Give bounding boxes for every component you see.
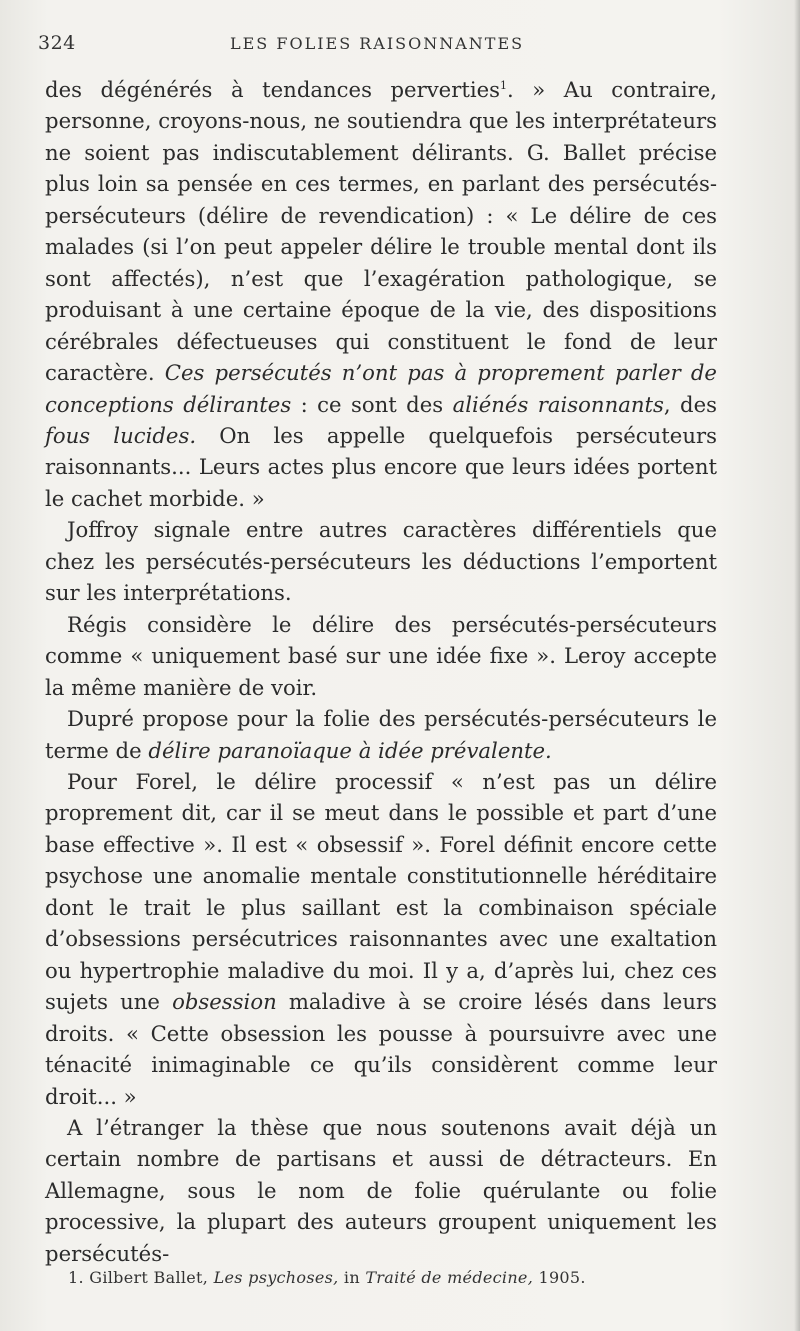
text-run: , des — [663, 391, 717, 417]
paragraph-6: A l’étranger la thèse que nous soutenons avait déjà un certain nombre de partisans et aussi de détracteurs. En Allemagne, sous le nom de folie quérulante ou folie processive, la plupart des auteurs groupent uniquement les persécutés- — [45, 1114, 717, 1266]
italic-run: Les psychoses, — [213, 1268, 339, 1287]
text-run: On les appelle quelquefois persécuteurs raisonnants... Leurs actes plus encore que leurs idées portent le cachet morbide. » — [45, 422, 717, 511]
text-run: 1905. — [533, 1268, 586, 1287]
italic-run: Traité de médecine, — [365, 1268, 534, 1287]
paragraph-1 — [45, 74, 717, 514]
italic-run: obsession — [172, 989, 277, 1015]
text-run: des dégénérés à tendances perverties — [45, 77, 501, 102]
text-run: Pour Forel, le délire processif « n’est pas un délire proprement dit, car il se meut dans le possible et part d’une base effective ». Il est « obsessif ». Forel définit encore cette psychose une anomalie mentale constitutionnelle héréditaire dont le trait le plus saillant est la combinaison spéciale d’obsessions persécutrices raisonnantes avec une exaltation ou hypertrophie maladive du moi. Il y a, d’après lui, chez ces sujets une — [45, 768, 717, 1015]
text-run: maladive à se croire lésés dans leurs droits. « Cette obsession les pousse à poursuivre avec une ténacité inimaginable ce qu’ils considèrent comme leur droit... » — [45, 989, 717, 1109]
italic-run: Ces persécutés n’ont pas à proprement parler de conceptions délirantes — [45, 360, 717, 417]
footnote-number: 1. — [68, 1268, 84, 1287]
paragraph-5 — [45, 766, 717, 1112]
page-edge-shadow — [794, 0, 800, 1331]
page-header — [38, 30, 738, 60]
text-run: : ce sont des — [291, 391, 453, 417]
italic-run: aliénés raisonnants — [452, 391, 664, 417]
italic-run: délire paranoïaque à idée prévalente. — [148, 737, 552, 763]
italic-run: fous lucides. — [45, 422, 197, 448]
running-title: LES FOLIES RAISONNANTES — [230, 34, 525, 53]
text-run: . » Au contraire, personne, croyons-nous, ne soutiendra que les interprétateurs ne soient pas indiscutablement délirants. G. Ballet précise plus loin sa pensée en ces termes, en parlant des persécutés-persécuteurs (délire de revendication) : « Le délire de ces malades (si l’on peut appeler délire le trouble mental dont ils sont affectés), n’est que l’exagération pathologique, se produisant à une certaine époque de la vie, des dispositions cérébrales défectueuses qui constituent le fond de leur caractère. — [45, 77, 718, 386]
text-run: Gilbert Ballet, — [83, 1268, 214, 1287]
text-run: Dupré propose pour la folie des persécutés-persécuteurs le terme de — [45, 706, 717, 763]
body-text — [45, 74, 717, 1269]
paragraph-3: Régis considère le délire des persécutés-persécuteurs comme « uniquement basé sur une idée fixe ». Leroy accepte la même manière de voir. — [45, 611, 717, 700]
footnote — [68, 1267, 748, 1289]
text-run: in — [338, 1268, 366, 1287]
paragraph-2: Joffroy signale entre autres caractères différentiels que chez les persécutés-persécuteurs les déductions l’emportent sur les interprétations. — [45, 517, 717, 606]
page-number: 324 — [38, 32, 76, 54]
footnote-reference: 1 — [500, 79, 508, 92]
paragraph-4 — [45, 703, 717, 766]
